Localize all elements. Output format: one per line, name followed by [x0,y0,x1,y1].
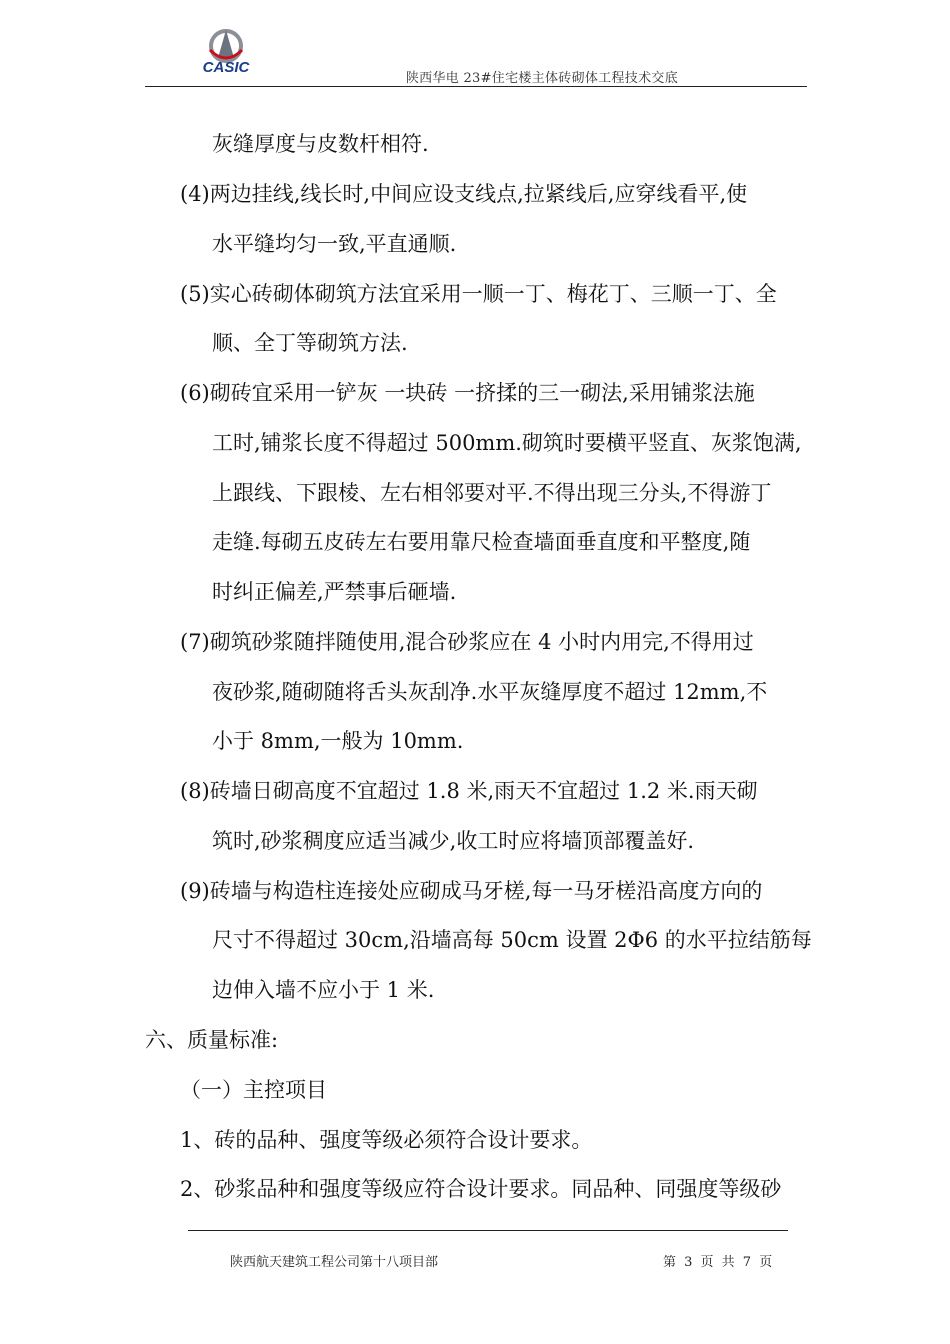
body-line: 2、砂浆品种和强度等级应符合设计要求。同品种、同强度等级砂 [180,1177,782,1201]
body-line: (6)砌砖宜采用一铲灰 一块砖 一挤揉的三一砌法,采用铺浆法施 [180,381,755,405]
body-line: 1、砖的品种、强度等级必须符合设计要求。 [180,1128,593,1152]
body-line: 上跟线、下跟棱、左右相邻要对平.不得出现三分头,不得游丁 [212,481,772,505]
body-line: 走缝.每砌五皮砖左右要用靠尺检查墙面垂直度和平整度,随 [212,530,751,554]
body-line: (7)砌筑砂浆随拌随使用,混合砂浆应在 4 小时内用完,不得用过 [180,630,754,654]
body-line: (8)砖墙日砌高度不宜超过 1.8 米,雨天不宜超过 1.2 米.雨天砌 [180,779,758,803]
body-line: 筑时,砂浆稠度应适当减少,收工时应将墙顶部覆盖好. [212,829,695,853]
logo-text: CASIC [202,59,250,76]
footer-divider [188,1230,788,1231]
footer-page-number: 第 3 页 共 7 页 [663,1255,773,1270]
logo-emblem-icon [210,30,242,61]
body-line: (5)实心砖砌体砌筑方法宜采用一顺一丁、梅花丁、三顺一丁、全 [180,282,777,306]
body-line: (9)砖墙与构造柱连接处应砌成马牙槎,每一马牙槎沿高度方向的 [180,879,763,903]
header-title: 陕西华电 23#住宅楼主体砖砌体工程技术交底 [405,71,678,86]
body-line: 小于 8mm,一般为 10mm. [212,729,464,753]
body-line: 夜砂浆,随砌随将舌头灰刮净.水平灰缝厚度不超过 12mm,不 [212,680,768,704]
body-line: 顺、全丁等砌筑方法. [212,331,408,355]
body-line: 灰缝厚度与皮数杆相符. [212,132,429,156]
subsection-heading: （一）主控项目 [180,1078,327,1102]
body-line: 时纠正偏差,严禁事后砸墙. [212,580,457,604]
body-line: 边伸入墙不应小于 1 米. [212,978,435,1002]
body-line: 水平缝均匀一致,平直通顺. [212,232,457,256]
body-line: 尺寸不得超过 30cm,沿墙高每 50cm 设置 2Φ6 的水平拉结筋每 [212,928,812,952]
header-divider [145,86,807,87]
body-line: 工时,铺浆长度不得超过 500mm.砌筑时要横平竖直、灰浆饱满, [212,431,802,455]
casic-logo [180,28,272,76]
footer-company: 陕西航天建筑工程公司第十八项目部 [230,1255,439,1270]
section-heading: 六、质量标准: [145,1028,279,1052]
body-line: (4)两边挂线,线长时,中间应设支线点,拉紧线后,应穿线看平,使 [180,182,748,206]
